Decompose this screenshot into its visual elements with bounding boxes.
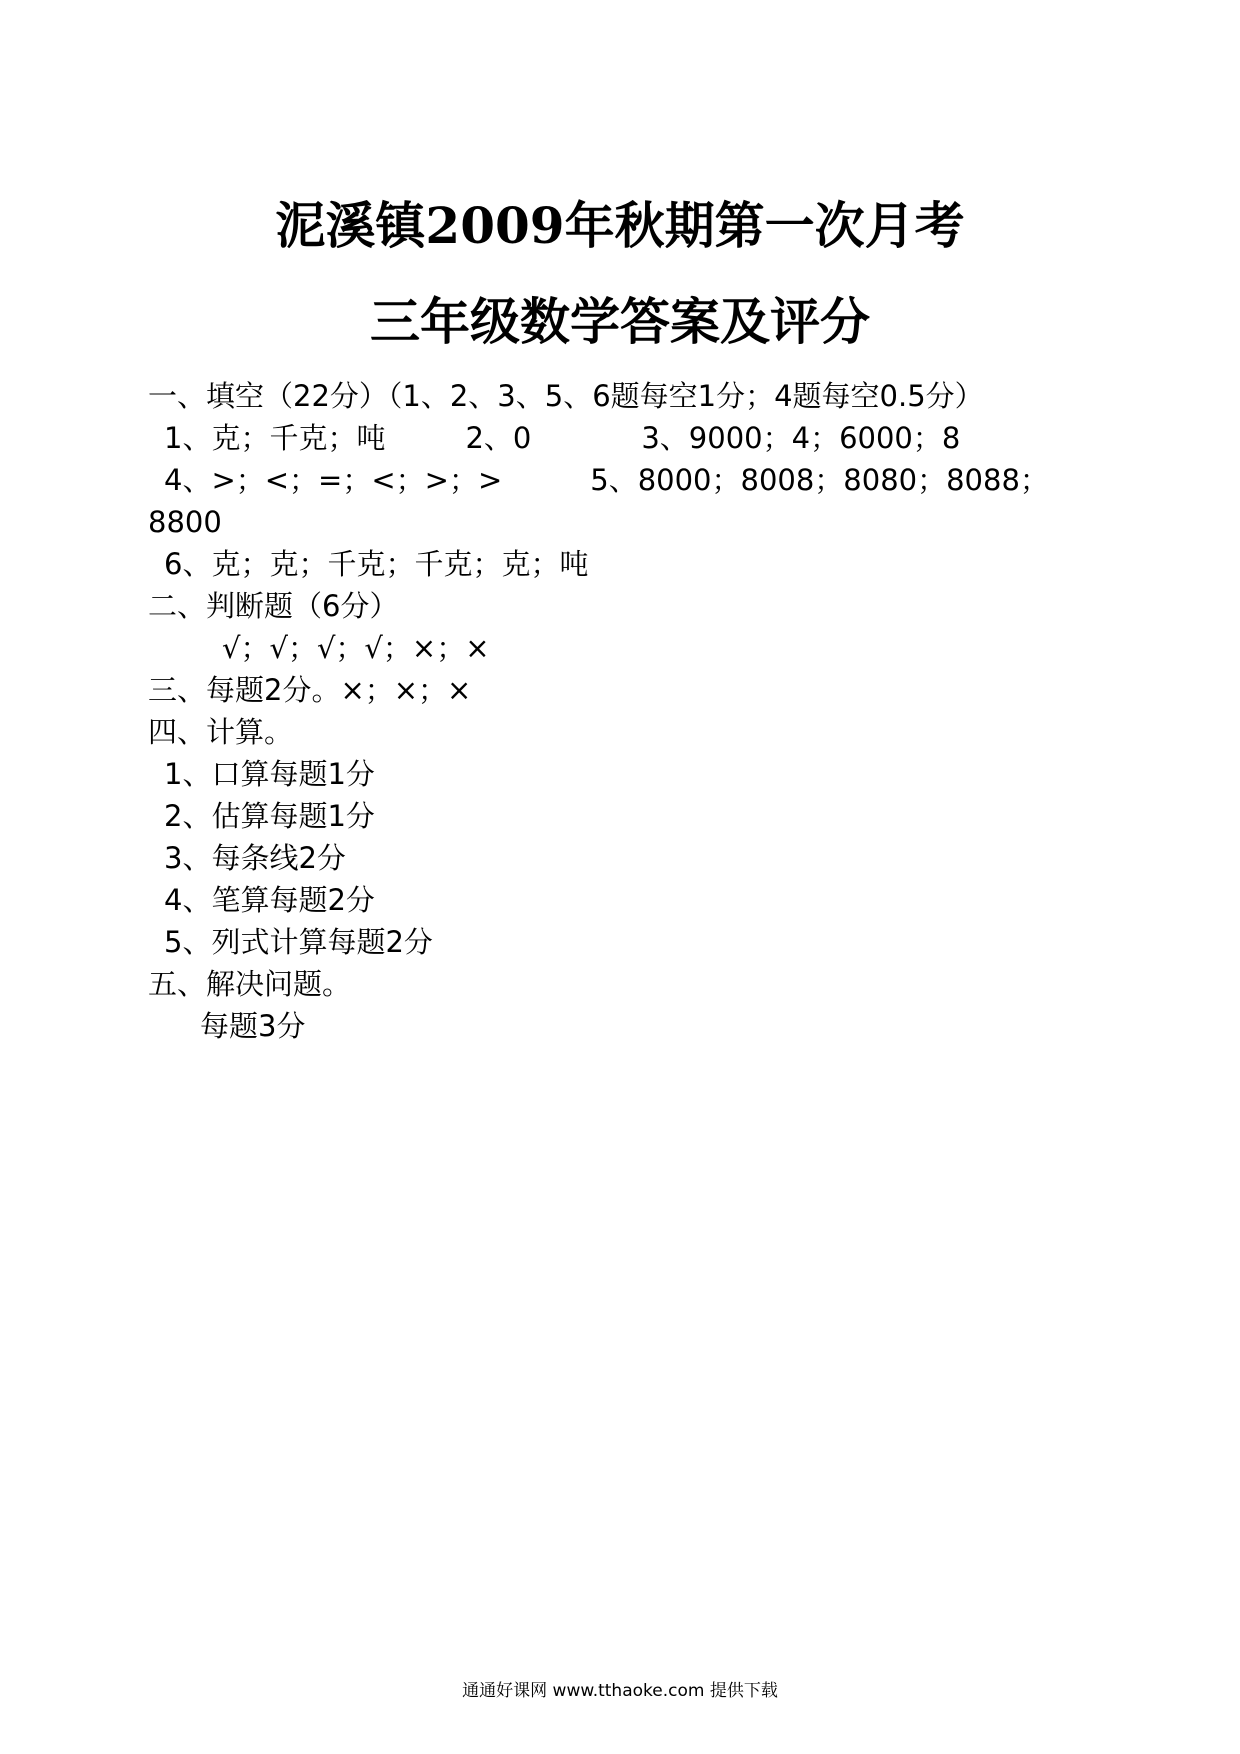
section-4-item: 4、笔算每题2分 — [164, 883, 375, 917]
section-1-row-1 — [148, 417, 1108, 459]
answer-5: 5、8000；8008；8080；8088； — [590, 463, 1049, 497]
section-2-answers: √；√；√；√；×；× — [222, 631, 490, 665]
section-5-line: 每题3分 — [200, 1009, 306, 1043]
answer-6: 6、克；克；千克；千克；克；吨 — [164, 547, 589, 581]
answer-1: 1、克；千克；吨 — [164, 421, 386, 455]
answer-content — [148, 375, 1108, 1047]
answer-3: 3、9000；4；6000；8 — [641, 421, 961, 455]
footer-source: 通通好课网 www.tthaoke.com 提供下载 — [462, 1681, 778, 1701]
section-4-item: 2、估算每题1分 — [164, 799, 375, 833]
document-subtitle: 三年级数学答案及评分 — [370, 292, 870, 351]
answer-2: 2、0 — [465, 421, 532, 455]
section-4-item: 1、口算每题1分 — [164, 757, 375, 791]
section-1-heading: 一、填空（22分）（1、2、3、5、6题每空1分；4题每空0.5分） — [148, 379, 984, 413]
section-1-row-2 — [148, 459, 1108, 501]
section-4-item: 3、每条线2分 — [164, 841, 346, 875]
section-3-line: 三、每题2分。×；×；× — [148, 673, 472, 707]
answer-5-continued: 8800 — [148, 505, 222, 539]
section-2-heading: 二、判断题（6分） — [148, 589, 399, 623]
section-4-item: 5、列式计算每题2分 — [164, 925, 433, 959]
section-4-heading: 四、计算。 — [148, 715, 294, 749]
section-5-heading: 五、解决问题。 — [148, 967, 352, 1001]
document-title: 泥溪镇2009年秋期第一次月考 — [275, 196, 965, 255]
answer-4: 4、>；<；=；<；>；> — [164, 463, 503, 497]
